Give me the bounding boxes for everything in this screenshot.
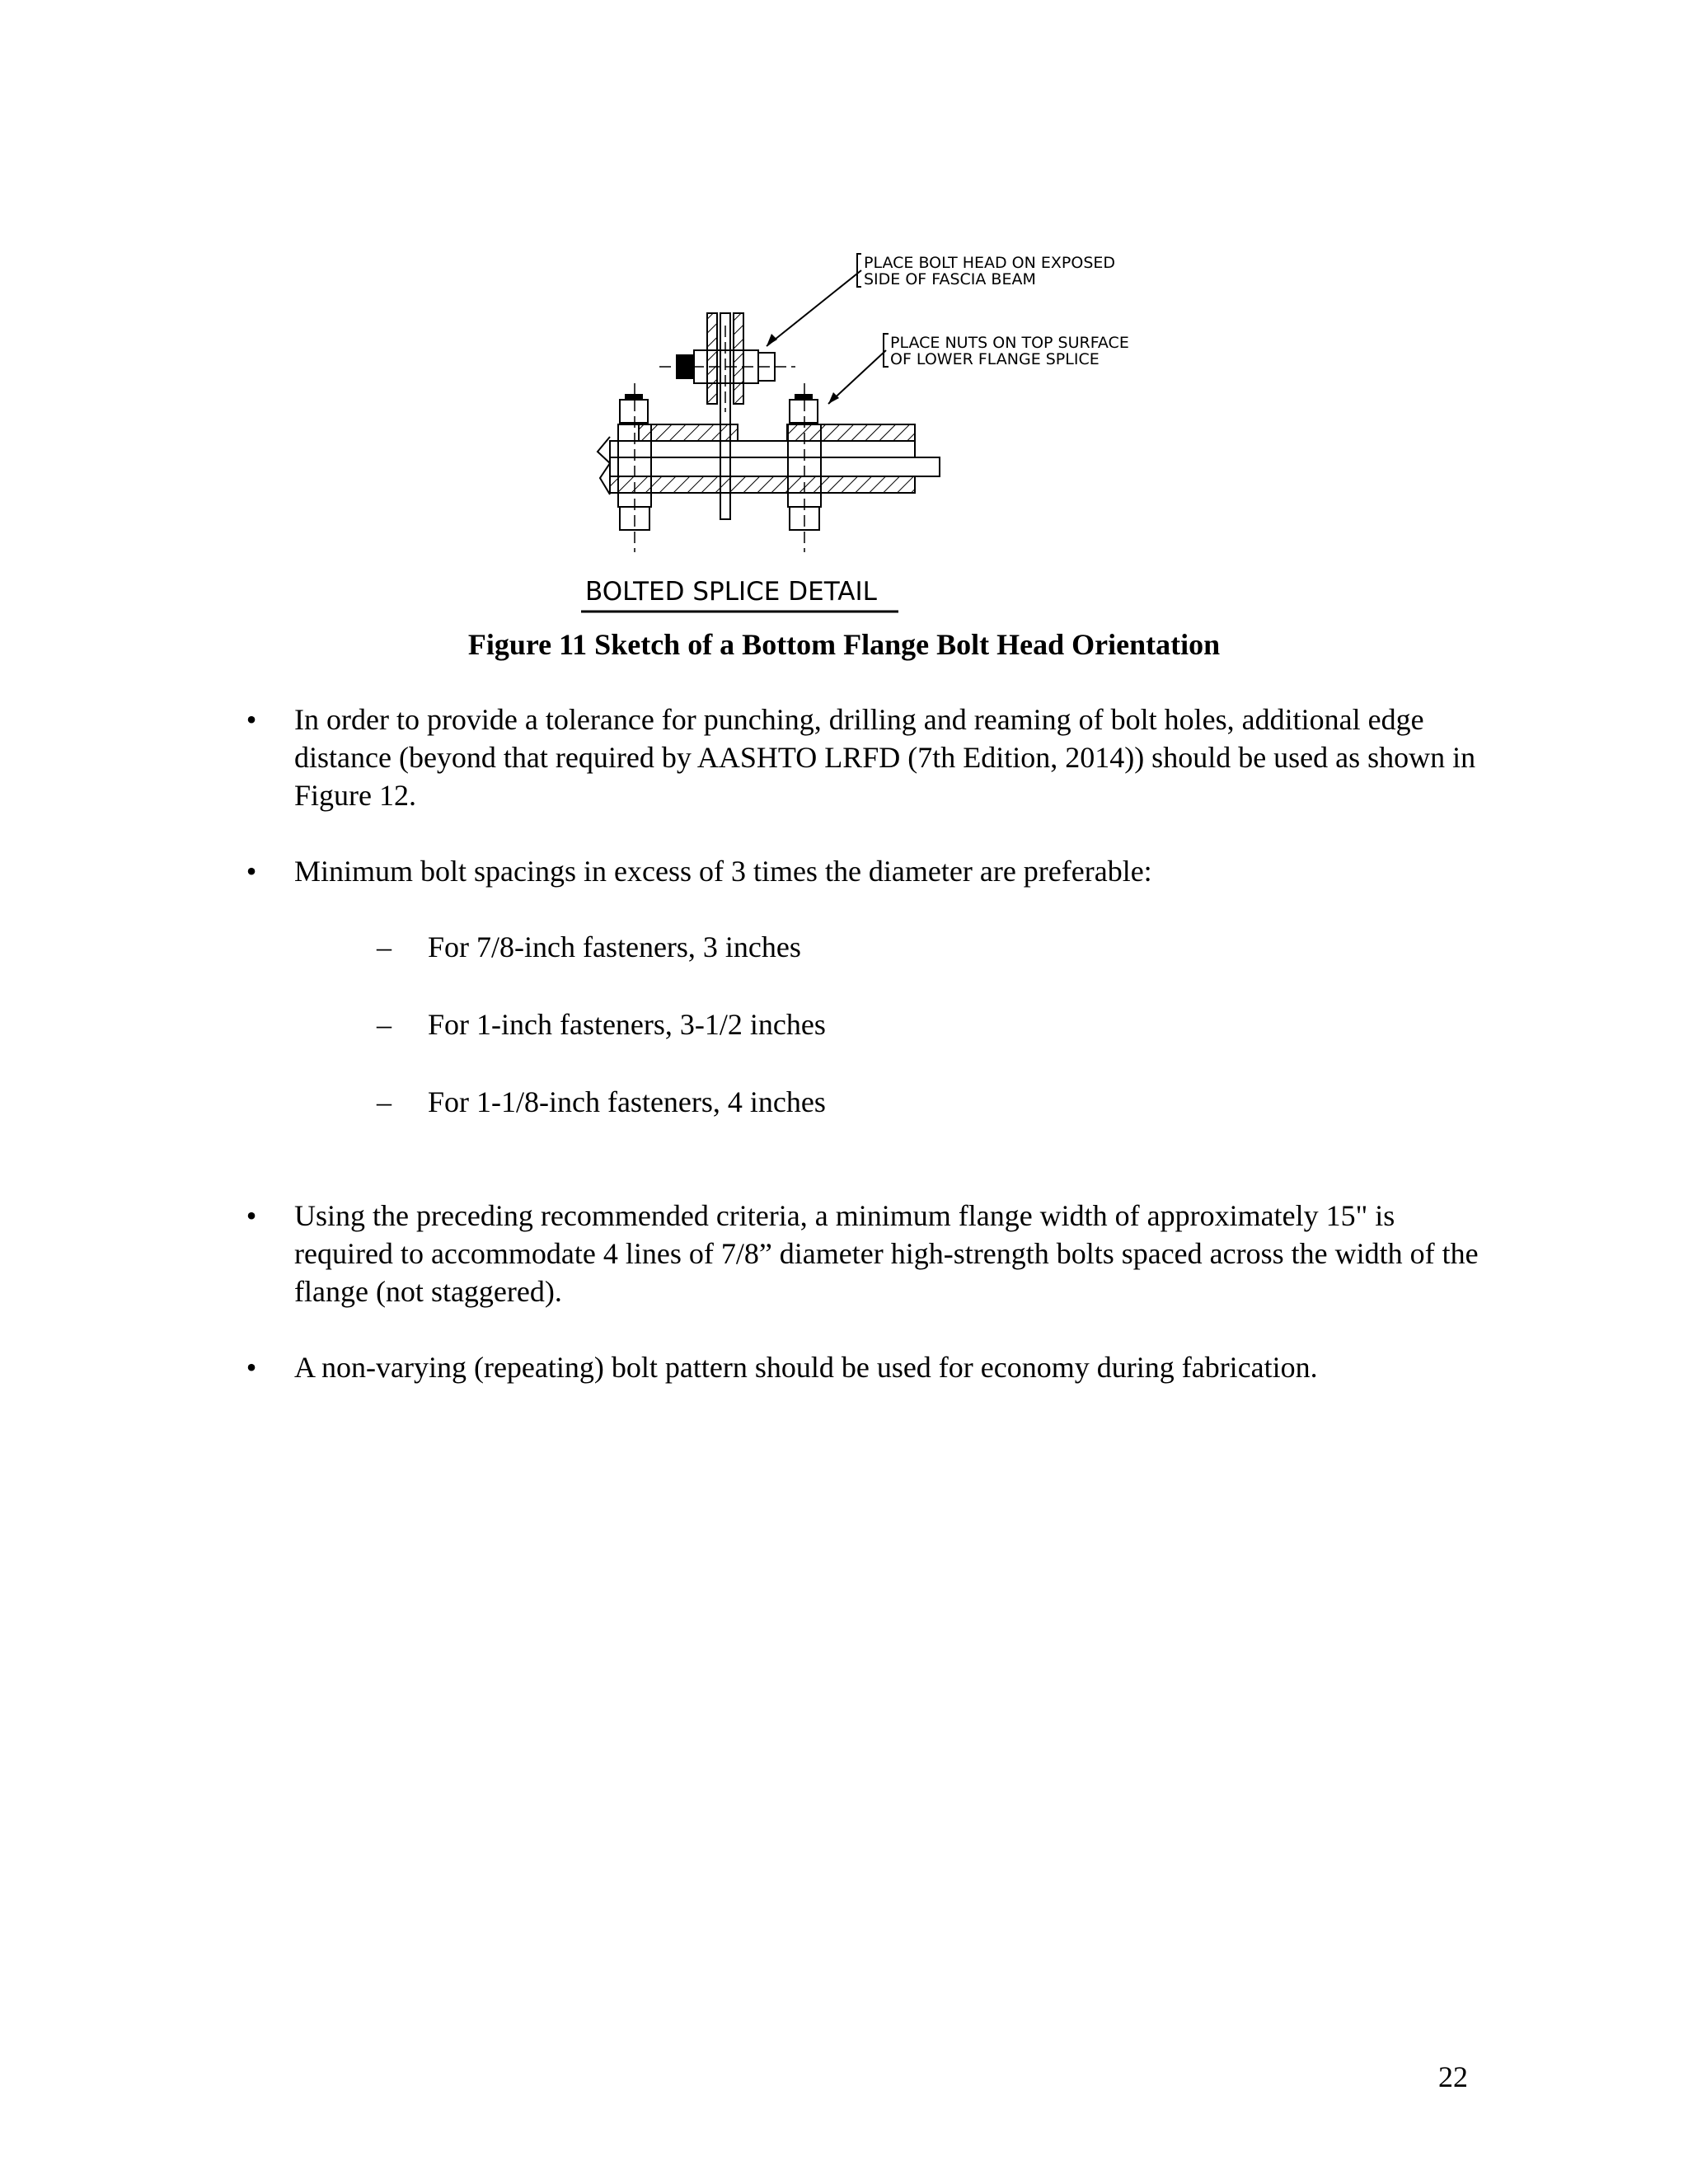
list-item [243, 1197, 1496, 1310]
flange-bolt-right [788, 383, 821, 552]
sub-list-item [377, 1005, 1496, 1043]
bullet-list [243, 701, 1496, 1386]
list-item [243, 1348, 1496, 1386]
callout-nuts-line-1: PLACE NUTS ON TOP SURFACE [890, 334, 1129, 352]
sub-list-item [377, 928, 1496, 966]
bullet-icon: • [246, 1351, 257, 1384]
sub-list-item [377, 1083, 1496, 1121]
dash-icon: – [377, 1008, 392, 1041]
sub-list-item-text: For 7/8-inch fasteners, 3 inches [428, 930, 801, 963]
flange-bolt-left [618, 383, 651, 552]
list-item-text: In order to provide a tolerance for punching, drilling and reaming of bolt holes, additional edge distance (beyond that required by AASHTO LRFD (7th Edition, 2014)) should be used as shown in Figure 12. [294, 703, 1476, 812]
sub-list-item-text: For 1-inch fasteners, 3-1/2 inches [428, 1008, 826, 1041]
dash-icon: – [377, 1085, 392, 1118]
callout-bolt-head-line-2: SIDE OF FASCIA BEAM [864, 270, 1036, 288]
list-item-text: Using the preceding recommended criteria, a minimum flange width of approximately 15" is required to accommodate 4 lines of 7/8” diameter high-strength bolts spaced across the width of the flange (not staggered). [294, 1199, 1479, 1308]
callout-bolt-head-line-1: PLACE BOLT HEAD ON EXPOSED [864, 254, 1116, 272]
bolted-splice-drawing [577, 239, 1170, 618]
detail-title: BOLTED SPLICE DETAIL [585, 577, 877, 607]
bullet-icon: • [246, 703, 257, 736]
figure-caption: Figure 11 Sketch of a Bottom Flange Bolt Head Orientation [467, 628, 1221, 661]
sub-list-item-text: For 1-1/8-inch fasteners, 4 inches [428, 1085, 826, 1118]
sub-list [294, 928, 1496, 1121]
bullet-icon: • [246, 855, 257, 888]
list-item-text: Minimum bolt spacings in excess of 3 times the diameter are preferable: [294, 855, 1152, 888]
list-item [243, 852, 1496, 1121]
list-item-text: A non-varying (repeating) bolt pattern should be used for economy during fabrication. [294, 1351, 1318, 1384]
callout-nuts-line-2: OF LOWER FLANGE SPLICE [890, 350, 1100, 368]
bolted-splice-figure [577, 239, 1170, 618]
page-number: 22 [1438, 2060, 1468, 2093]
flange-splice-plates [598, 424, 940, 494]
bullet-icon: • [246, 1199, 257, 1232]
list-item [243, 701, 1496, 814]
dash-icon: – [377, 930, 392, 963]
